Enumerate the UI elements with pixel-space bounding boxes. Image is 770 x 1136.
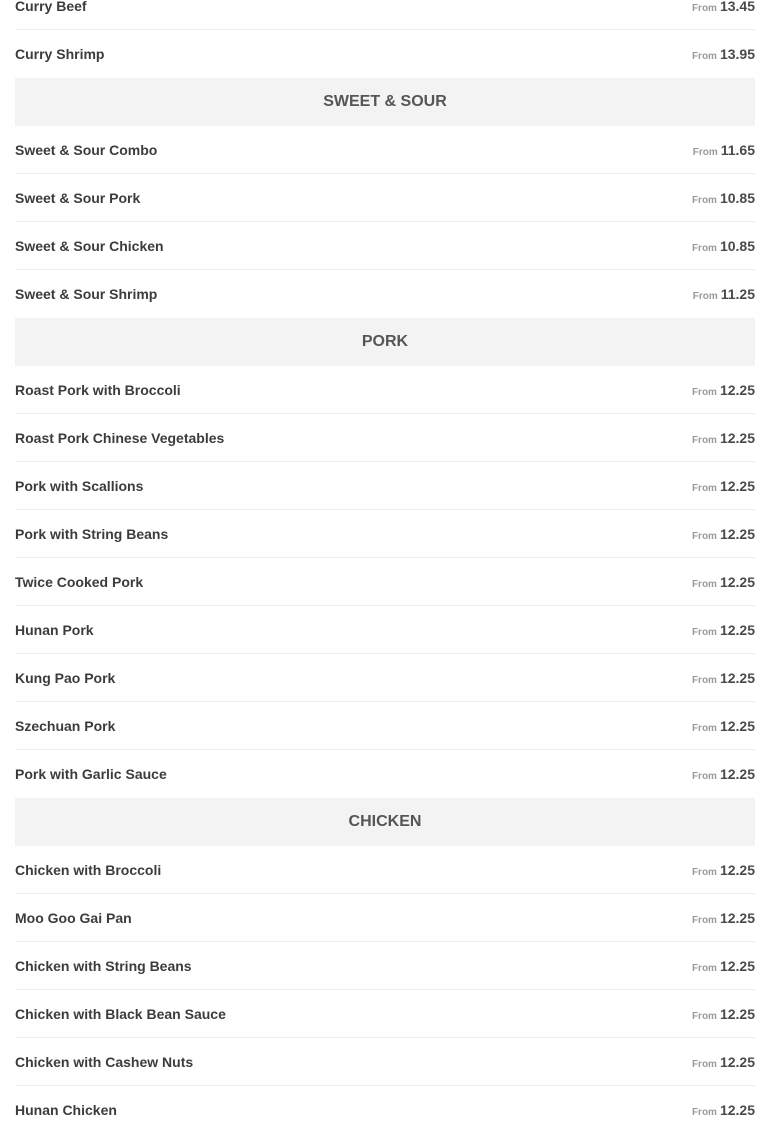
menu-item-name: Sweet & Sour Chicken: [15, 237, 164, 254]
menu-item-name: Curry Shrimp: [15, 46, 105, 62]
menu-item-price: 12.25: [719, 766, 755, 782]
menu-item-price: 13.95: [719, 46, 755, 62]
menu-item-name: Chicken with Black Bean Sauce: [15, 1005, 226, 1022]
price-from-label: From: [691, 578, 717, 590]
menu-item-price-group: [692, 766, 755, 782]
menu-item-price-group: [692, 526, 755, 542]
menu-item-price-group: [692, 382, 755, 398]
menu-item-name: Hunan Pork: [15, 621, 94, 638]
menu-item-price-group: [692, 574, 755, 590]
menu-item-price: 11.25: [720, 286, 755, 302]
menu-item[interactable]: [15, 702, 755, 750]
price-from-label: From: [691, 626, 717, 638]
menu-item-price: 12.25: [719, 1102, 755, 1118]
menu-item-name: Moo Goo Gai Pan: [15, 909, 132, 926]
price-from-label: From: [691, 51, 717, 62]
menu-item-price-group: [692, 46, 755, 62]
menu-item[interactable]: [15, 414, 755, 462]
price-from-label: From: [691, 482, 717, 494]
price-from-label: From: [691, 674, 717, 686]
menu-item-name: Sweet & Sour Shrimp: [15, 286, 158, 302]
menu-item-price: 13.45: [719, 0, 755, 14]
price-from-label: From: [691, 242, 717, 254]
menu-item-price-group: [692, 0, 755, 14]
menu-item-name: Kung Pao Pork: [15, 669, 116, 686]
menu-item-price-group: [692, 478, 755, 494]
price-from-label: From: [691, 530, 717, 542]
menu-item[interactable]: [15, 270, 755, 318]
menu-item-price-group: [692, 622, 755, 638]
menu-item-price: 10.85: [719, 237, 755, 254]
menu-item-price: 12.25: [719, 957, 755, 974]
price-from-label: From: [691, 722, 717, 734]
menu-item[interactable]: [15, 126, 755, 174]
price-from-label: From: [692, 291, 718, 302]
menu-item-price: 10.85: [719, 189, 755, 206]
menu-item[interactable]: [15, 510, 755, 558]
menu-item-price: 12.25: [719, 909, 755, 926]
menu-item-price-group: [692, 1102, 755, 1118]
price-from-label: From: [691, 866, 717, 878]
price-from-label: From: [691, 1107, 717, 1118]
price-from-label: From: [691, 1058, 717, 1070]
price-from-label: From: [691, 434, 717, 446]
menu-item-name: Roast Pork Chinese Vegetables: [15, 429, 225, 446]
menu-item-price-group: [693, 286, 755, 302]
menu-item[interactable]: [15, 462, 755, 510]
menu-item[interactable]: [15, 174, 755, 222]
menu-item[interactable]: [15, 942, 755, 990]
menu-item-price-group: [693, 142, 755, 158]
menu-item-price: 12.25: [719, 381, 755, 398]
price-from-label: From: [691, 386, 717, 398]
menu-item-price-group: [692, 718, 755, 734]
menu-item-price-group: [692, 670, 755, 686]
menu-item-price: 12.25: [719, 717, 755, 734]
menu-item-price: 12.25: [719, 669, 755, 686]
menu-item-price-group: [692, 910, 755, 926]
menu-item-name: Pork with Scallions: [15, 477, 144, 494]
menu-item-name: Twice Cooked Pork: [15, 573, 144, 590]
menu-item-price-group: [692, 1054, 755, 1070]
section-header: CHICKEN: [15, 798, 755, 846]
menu-item-price-group: [692, 430, 755, 446]
menu-item-name: Sweet & Sour Pork: [15, 189, 141, 206]
menu-item[interactable]: [15, 222, 755, 270]
menu-item-name: Roast Pork with Broccoli: [15, 381, 181, 398]
menu-item-price: 12.25: [719, 429, 755, 446]
menu-item-price-group: [692, 238, 755, 254]
menu-item-price: 12.25: [719, 573, 755, 590]
menu-item-name: Chicken with String Beans: [15, 957, 192, 974]
menu-item-name: Hunan Chicken: [15, 1102, 117, 1118]
section-header: PORK: [15, 318, 755, 366]
menu-item[interactable]: [15, 1038, 755, 1086]
menu-item[interactable]: [15, 894, 755, 942]
menu-item-name: Szechuan Pork: [15, 717, 116, 734]
price-from-label: From: [691, 2, 717, 14]
menu-item-price-group: [692, 190, 755, 206]
price-from-label: From: [691, 771, 717, 782]
menu-item-price: 12.25: [719, 477, 755, 494]
menu-item[interactable]: [15, 846, 755, 894]
menu-item[interactable]: [15, 606, 755, 654]
price-from-label: From: [692, 146, 718, 158]
menu-item[interactable]: [15, 558, 755, 606]
menu-item-price: 12.25: [719, 1053, 755, 1070]
menu-item[interactable]: [15, 990, 755, 1038]
section-header: SWEET & SOUR: [15, 78, 755, 126]
menu-item-name: Pork with Garlic Sauce: [15, 766, 167, 782]
menu-item-name: Curry Beef: [15, 0, 87, 14]
menu-item-name: Pork with String Beans: [15, 525, 169, 542]
price-from-label: From: [691, 914, 717, 926]
price-from-label: From: [691, 1010, 717, 1022]
menu-item-price: 12.25: [719, 1005, 755, 1022]
menu-item[interactable]: [15, 366, 755, 414]
menu-item[interactable]: [15, 1086, 755, 1134]
menu-item[interactable]: [15, 0, 755, 30]
menu-item[interactable]: [15, 654, 755, 702]
menu-item-name: Chicken with Broccoli: [15, 861, 162, 878]
menu-item-price: 12.25: [719, 525, 755, 542]
menu-item-price: 11.65: [720, 141, 755, 158]
price-from-label: From: [691, 962, 717, 974]
menu-item-price-group: [692, 1006, 755, 1022]
menu-item[interactable]: [15, 750, 755, 798]
menu-item-price: 12.25: [719, 621, 755, 638]
menu-item-price-group: [692, 862, 755, 878]
price-from-label: From: [691, 194, 717, 206]
menu-item[interactable]: [15, 30, 755, 78]
menu-list: [15, 0, 755, 1134]
menu-item-price: 12.25: [719, 861, 755, 878]
menu-item-price-group: [692, 958, 755, 974]
menu-item-name: Sweet & Sour Combo: [15, 141, 158, 158]
menu-item-name: Chicken with Cashew Nuts: [15, 1053, 194, 1070]
